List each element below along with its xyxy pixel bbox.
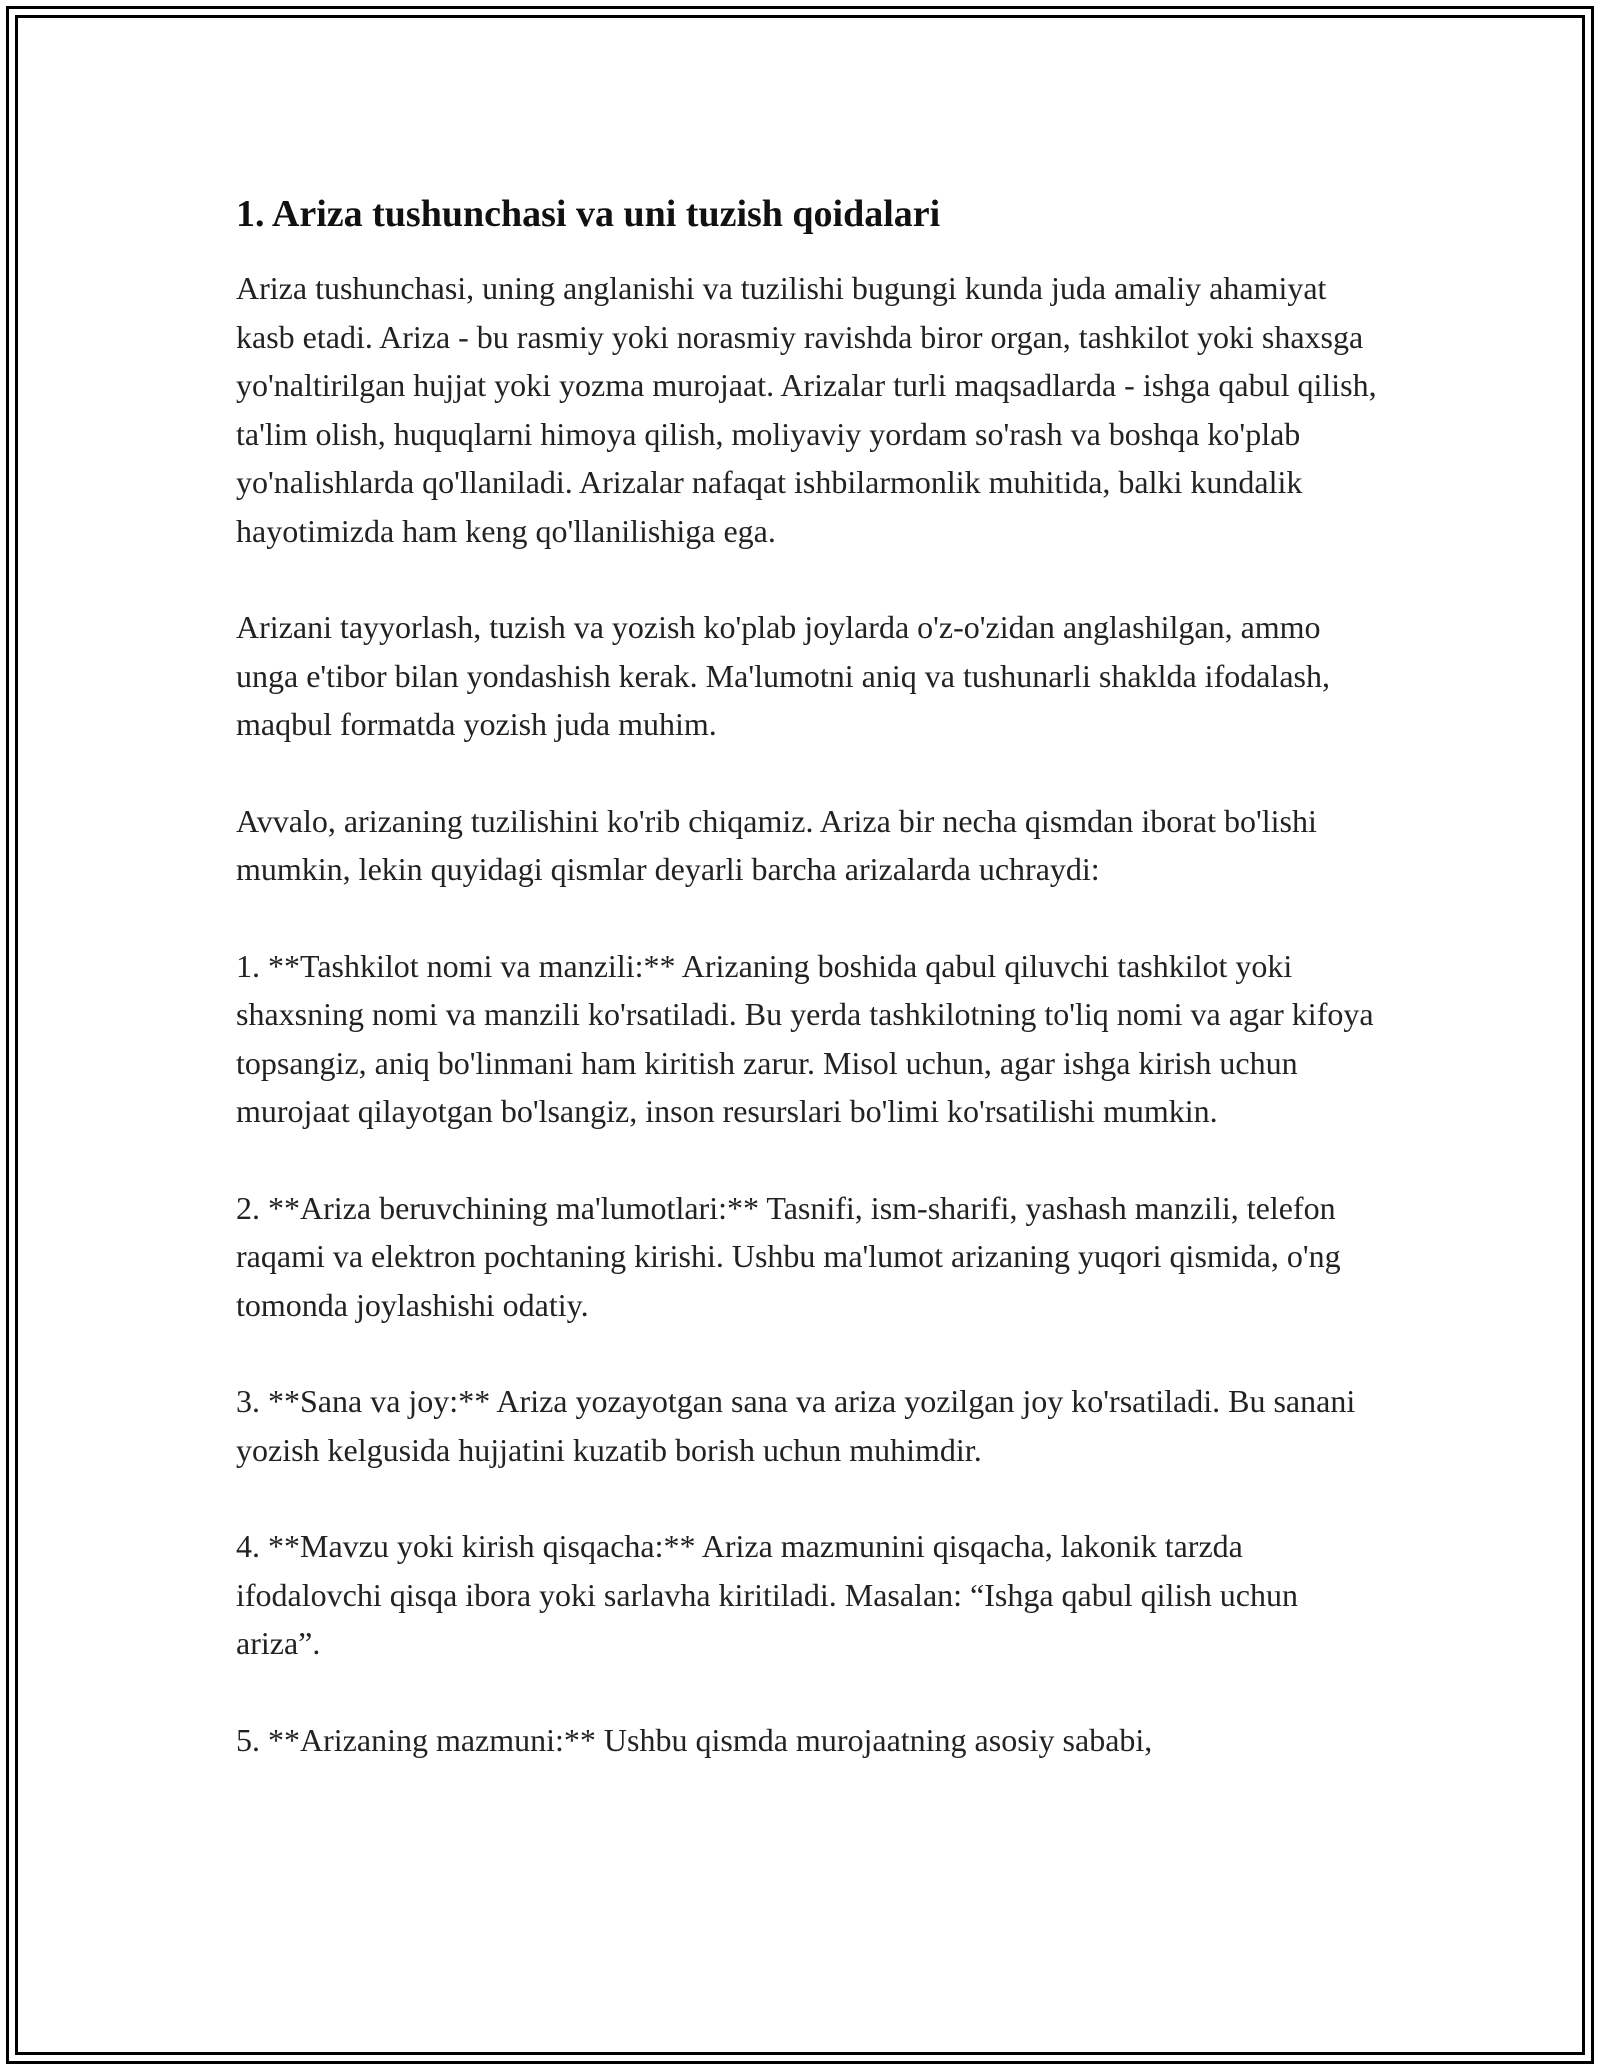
list-item-date-place: 3. **Sana va joy:** Ariza yozayotgan sana va ariza yozilgan joy ko'rsatiladi. Bu sanani yozish kelgusida hujjatini kuzatib borish uchun muhimdir.: [236, 1383, 1356, 1468]
paragraph-preparation: Arizani tayyorlash, tuzish va yozish ko'plab joylarda o'z-o'zidan anglashilgan, ammo unga e'tibor bilan yondashish kerak. Ma'lumotni aniq va tushunarli shaklda ifodalash, maqbul formatda yozish juda muhim.: [236, 609, 1330, 742]
list-item-applicant-info: 2. **Ariza beruvchining ma'lumotlari:** Tasnifi, ism-sharifi, yashash manzili, telefon raqami va elektron pochtaning kirishi. Ushbu ma'lumot arizaning yuqori qismida, o'ng tomonda joylashishi odatiy.: [236, 1189, 1341, 1323]
list-item-organization: 1. **Tashkilot nomi va manzili:** Arizaning boshida qabul qiluvchi tashkilot yoki shaxsning nomi va manzili ko'rsatiladi. Bu yerda tashkilotning to'liq nomi va agar kifoya topsangiz, aniq bo'linmani ham kiritish zarur. Misol uchun, agar ishga kirish uchun murojaat qilayotgan bo'lsangiz, inson resurslari bo'limi ko'rsatilishi mumkin.: [236, 947, 1374, 1129]
document-body: [236, 186, 1386, 1764]
list-item-content: 5. **Arizaning mazmuni:** Ushbu qismda murojaatning asosiy sababi,: [236, 1721, 1153, 1758]
list-item-subject: 4. **Mavzu yoki kirish qisqacha:** Ariza mazmunini qisqacha, lakonik tarzda ifodalovchi qisqa ibora yoki sarlavha kiritiladi. Masalan: “Ishga qabul qilish uchun ariza”.: [236, 1528, 1298, 1661]
section-heading: 1. Ariza tushunchasi va uni tuzish qoidalari: [236, 193, 941, 235]
paragraph-structure: Avvalo, arizaning tuzilishini ko'rib chiqamiz. Ariza bir necha qismdan iborat bo'lishi mumkin, lekin quyidagi qismlar deyarli barcha arizalarda uchraydi:: [236, 802, 1317, 887]
paragraph-intro: Ariza tushunchasi, uning anglanishi va tuzilishi bugungi kunda juda amaliy ahamiyat kasb etadi. Ariza - bu rasmiy yoki norasmiy ravishda biror organ, tashkilot yoki shaxsga yo'naltirilgan hujjat yoki yozma murojaat. Arizalar turli maqsadlarda - ishga qabul qilish, ta'lim olish, huquqlarni himoya qilish, moliyaviy yordam so'rash va boshqa ko'plab yo'nalishlarda qo'llaniladi. Arizalar nafaqat ishbilarmonlik muhitida, balki kundalik hayotimizda ham keng qo'llanilishiga ega.: [236, 270, 1377, 549]
